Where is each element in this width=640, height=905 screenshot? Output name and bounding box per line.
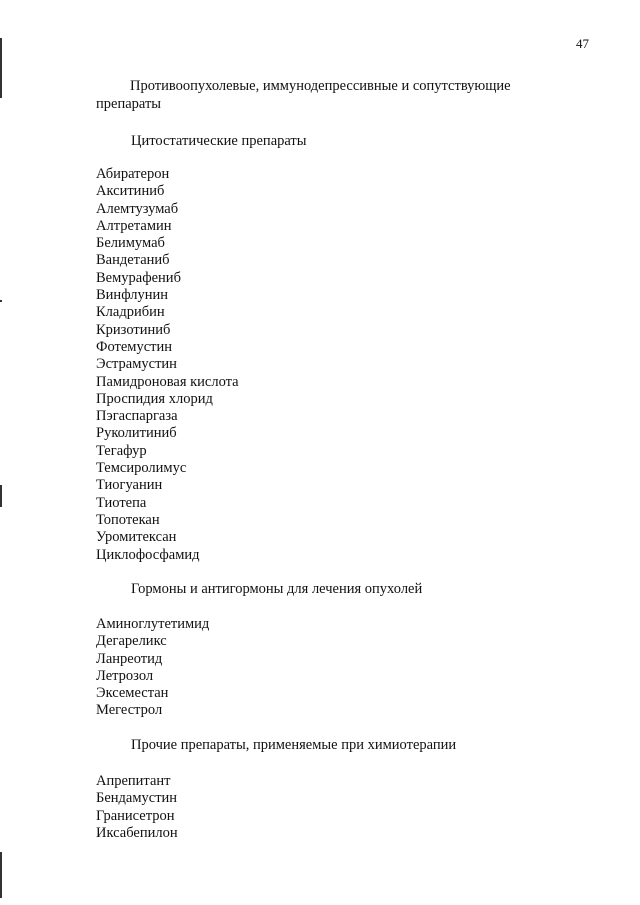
- list-item: Проспидия хлорид: [96, 390, 213, 407]
- list-item: Уромитексан: [96, 529, 177, 546]
- title-line-1: Противоопухолевые, иммунодепрессивные и сопутствующие: [130, 78, 511, 94]
- list-item: Акситиниб: [96, 183, 165, 200]
- drug-list-other: [96, 773, 178, 842]
- section-heading-other: Прочие препараты, применяемые при химиотерапии: [131, 737, 457, 753]
- list-item: Вандетаниб: [96, 252, 170, 269]
- list-item: Бендамустин: [96, 790, 178, 807]
- document-title: [96, 77, 556, 113]
- list-item: Алтретамин: [96, 217, 172, 234]
- list-item: Пэгаспаргаза: [96, 408, 178, 425]
- list-item: Иксабепилон: [96, 824, 178, 841]
- list-item: Летрозол: [96, 667, 154, 684]
- drug-list-hormones: [96, 616, 209, 720]
- list-item: Тиогуанин: [96, 477, 163, 494]
- list-item: Темсиролимус: [96, 460, 187, 477]
- drug-list-cytostatics: [96, 166, 239, 564]
- list-item: Тиотепа: [96, 494, 147, 511]
- scan-edge-mark: [0, 38, 2, 98]
- list-item: Мегестрол: [96, 702, 163, 719]
- list-item: Топотекан: [96, 511, 160, 528]
- list-item: Гранисетрон: [96, 807, 175, 824]
- list-item: Эксеместан: [96, 685, 169, 702]
- list-item: Аминоглутетимид: [96, 616, 210, 632]
- list-item: Памидроновая кислота: [96, 373, 239, 390]
- scan-edge-mark: [0, 485, 2, 507]
- list-item: Абиратерон: [96, 166, 170, 182]
- list-item: Винфлунин: [96, 287, 168, 304]
- list-item: Фотемустин: [96, 338, 173, 355]
- list-item: Тегафур: [96, 442, 147, 459]
- list-item: Эстрамустин: [96, 356, 177, 373]
- list-item: Вемурафениб: [96, 269, 181, 286]
- list-item: Циклофосфамид: [96, 546, 200, 563]
- list-item: Алемтузумаб: [96, 200, 179, 217]
- section-heading-hormones: Гормоны и антигормоны для лечения опухолей: [131, 581, 423, 597]
- list-item: Белимумаб: [96, 235, 165, 252]
- scan-edge-mark: [0, 852, 2, 898]
- scan-edge-mark: [0, 300, 2, 302]
- list-item: Руколитиниб: [96, 425, 177, 442]
- page-number: 47: [576, 36, 589, 51]
- list-item: Дегареликс: [96, 633, 167, 650]
- list-item: Кризотиниб: [96, 321, 171, 338]
- list-item: Кладрибин: [96, 304, 165, 321]
- list-item: Ланреотид: [96, 650, 163, 667]
- section-heading-cytostatics: Цитостатические препараты: [131, 133, 307, 149]
- list-item: Апрепитант: [96, 773, 171, 789]
- title-line-2: препараты: [96, 96, 162, 112]
